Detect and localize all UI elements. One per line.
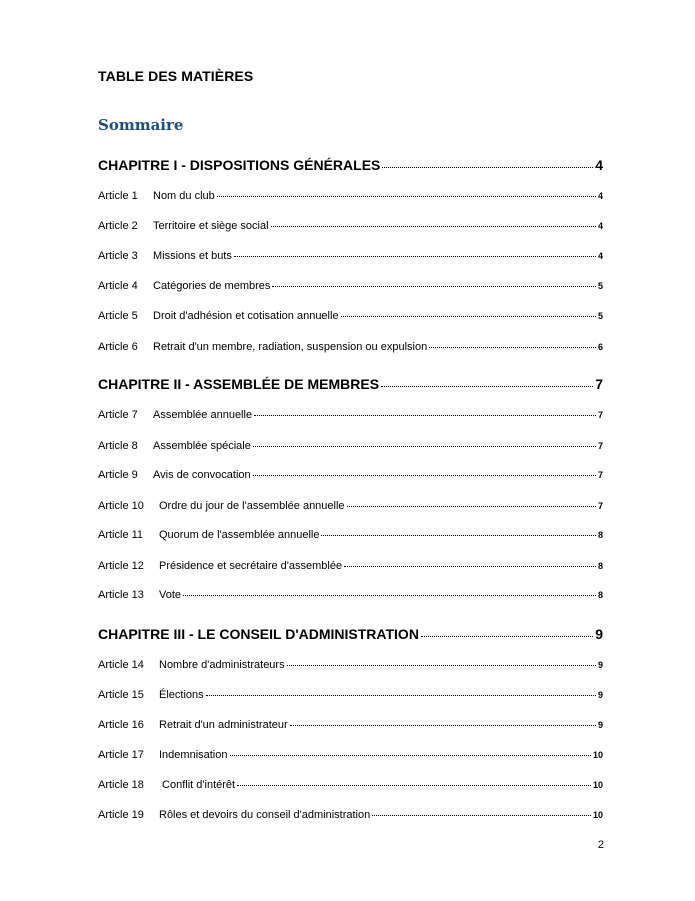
toc-entry-title: Vote: [159, 589, 182, 601]
toc-article-number: Article 11: [98, 529, 144, 541]
toc-page-number: 10: [592, 780, 603, 790]
toc-article-entry[interactable]: [98, 220, 603, 232]
toc-dot-leader: [344, 566, 596, 567]
toc-page-number: 10: [592, 810, 603, 820]
toc-entry-title: Droit d'adhésion et cotisation annuelle: [153, 310, 339, 322]
toc-article-number: Article 9: [98, 469, 138, 481]
toc-chapter-entry[interactable]: [98, 376, 603, 392]
toc-dot-leader: [290, 725, 596, 726]
toc-entry-title: Territoire et siège social: [153, 220, 269, 232]
toc-page-number: 4: [595, 157, 603, 173]
toc-dot-leader: [253, 475, 596, 476]
toc-entry-title: Retrait d'un administrateur: [159, 719, 288, 731]
toc-page-number: 7: [597, 501, 603, 511]
toc-article-entry[interactable]: [98, 469, 603, 481]
toc-article-entry[interactable]: [98, 190, 603, 202]
toc-entry-title: Présidence et secrétaire d'assemblée: [159, 560, 343, 572]
toc-article-entry[interactable]: [98, 689, 603, 701]
toc-chapter-entry[interactable]: [98, 157, 603, 173]
toc-article-number: Article 1: [98, 190, 138, 202]
toc-page-number: 9: [597, 720, 603, 730]
toc-article-entry[interactable]: [98, 560, 603, 572]
toc-page-number: 4: [597, 251, 603, 261]
document-heading: TABLE DES MATIÈRES: [98, 68, 254, 84]
toc-entry-title: Missions et buts: [153, 250, 232, 262]
toc-page-number: 9: [595, 626, 603, 642]
toc-article-number: Article 12: [98, 560, 144, 572]
toc-entry-title: Quorum de l'assemblée annuelle: [159, 529, 320, 541]
toc-dot-leader: [321, 535, 596, 536]
toc-entry-title: Catégories de membres: [153, 280, 271, 292]
toc-article-number: Article 2: [98, 220, 138, 232]
toc-article-number: Article 10: [98, 500, 144, 512]
toc-article-number: Article 8: [98, 440, 138, 452]
toc-entry-title: Élections: [159, 689, 204, 701]
toc-page-number: 7: [597, 441, 603, 451]
toc-entry-title: Conflit d'intérêt: [159, 779, 236, 791]
toc-article-entry[interactable]: [98, 589, 603, 601]
toc-article-entry[interactable]: [98, 440, 603, 452]
toc-article-entry[interactable]: [98, 659, 603, 671]
toc-entry-title: Ordre du jour de l'assemblée annuelle: [159, 500, 345, 512]
toc-page-number: 4: [597, 191, 603, 201]
toc-page-number: 8: [597, 530, 603, 540]
toc-chapter-entry[interactable]: [98, 626, 603, 642]
toc-article-number: Article 4: [98, 280, 138, 292]
toc-dot-leader: [217, 196, 596, 197]
toc-dot-leader: [206, 695, 596, 696]
toc-dot-leader: [271, 226, 596, 227]
toc-article-entry[interactable]: [98, 280, 603, 292]
toc-dot-leader: [287, 665, 596, 666]
toc-article-number: Article 18: [98, 779, 144, 791]
toc-entry-title: Avis de convocation: [153, 469, 251, 481]
toc-page-number: 7: [595, 376, 603, 392]
toc-dot-leader: [347, 506, 596, 507]
toc-dot-leader: [183, 595, 596, 596]
toc-dot-leader: [253, 446, 596, 447]
toc-article-entry[interactable]: [98, 779, 603, 791]
toc-dot-leader: [382, 167, 593, 168]
toc-page-number: 8: [597, 561, 603, 571]
toc-article-number: Article 15: [98, 689, 144, 701]
toc-entry-title: Rôles et devoirs du conseil d'administration: [159, 809, 371, 821]
toc-article-entry[interactable]: [98, 719, 603, 731]
toc-article-number: Article 17: [98, 749, 144, 761]
toc-dot-leader: [429, 347, 596, 348]
toc-article-entry[interactable]: [98, 310, 603, 322]
toc-page-number: 6: [597, 342, 603, 352]
toc-page-number: 7: [597, 410, 603, 420]
toc-dot-leader: [272, 286, 596, 287]
toc-article-entry[interactable]: [98, 341, 603, 353]
toc-article-number: Article 14: [98, 659, 144, 671]
toc-article-number: Article 16: [98, 719, 144, 731]
toc-entry-title: Retrait d'un membre, radiation, suspension ou expulsion: [153, 341, 428, 353]
toc-article-number: Article 7: [98, 409, 138, 421]
toc-article-number: Article 13: [98, 589, 144, 601]
toc-entry-title: Assemblée annuelle: [153, 409, 253, 421]
toc-page-number: 10: [592, 750, 603, 760]
toc-article-number: Article 3: [98, 250, 138, 262]
toc-dot-leader: [254, 415, 596, 416]
toc-dot-leader: [341, 316, 596, 317]
toc-page-number: 7: [597, 470, 603, 480]
toc-article-number: Article 19: [98, 809, 144, 821]
toc-dot-leader: [230, 755, 591, 756]
toc-dot-leader: [237, 785, 591, 786]
toc-article-number: Article 5: [98, 310, 138, 322]
page-number: 2: [597, 839, 604, 851]
toc-entry-title: Indemnisation: [159, 749, 228, 761]
toc-dot-leader: [421, 636, 593, 637]
toc-article-entry[interactable]: [98, 529, 603, 541]
toc-page-number: 5: [597, 311, 603, 321]
toc-page-number: 9: [597, 660, 603, 670]
toc-entry-title: CHAPITRE III - LE CONSEIL D'ADMINISTRATION: [98, 626, 419, 642]
toc-article-number: Article 6: [98, 341, 138, 353]
toc-entry-title: Nom du club: [153, 190, 215, 202]
summary-heading: Sommaire: [98, 116, 184, 134]
toc-dot-leader: [381, 386, 593, 387]
toc-page-number: 5: [597, 281, 603, 291]
toc-entry-title: CHAPITRE I - DISPOSITIONS GÉNÉRALES: [98, 157, 381, 173]
toc-entry-title: CHAPITRE II - ASSEMBLÉE DE MEMBRES: [98, 376, 380, 392]
toc-page-number: 8: [597, 590, 603, 600]
toc-page-number: 4: [597, 221, 603, 231]
toc-entry-title: Nombre d'administrateurs: [159, 659, 285, 671]
toc-article-entry[interactable]: [98, 500, 603, 512]
toc-article-entry[interactable]: [98, 809, 603, 821]
toc-entry-title: Assemblée spéciale: [153, 440, 251, 452]
toc-article-entry[interactable]: [98, 250, 603, 262]
toc-article-entry[interactable]: [98, 409, 603, 421]
toc-dot-leader: [372, 815, 591, 816]
toc-dot-leader: [234, 256, 596, 257]
toc-page-number: 9: [597, 690, 603, 700]
toc-article-entry[interactable]: [98, 749, 603, 761]
